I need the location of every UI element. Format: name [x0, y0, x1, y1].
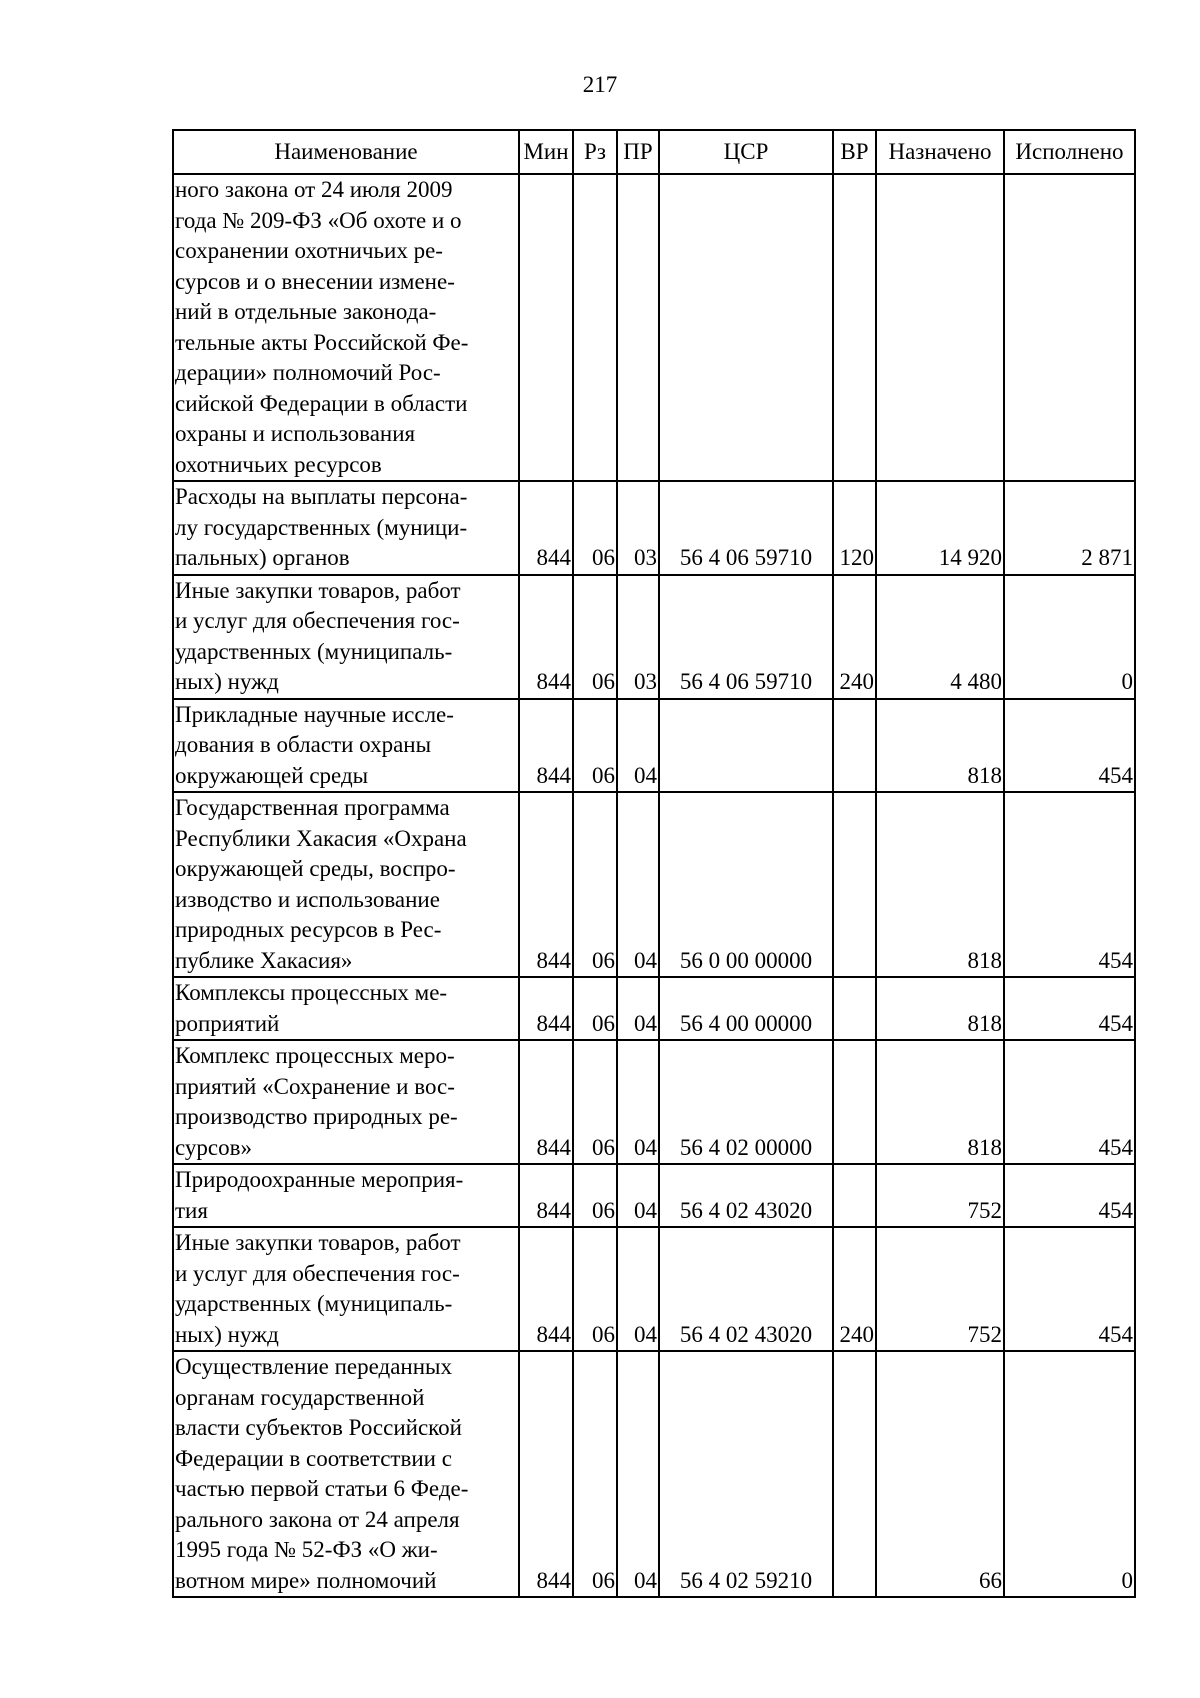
- table-row: [173, 792, 1135, 977]
- cell-pr: 03: [617, 481, 659, 575]
- cell-name: [173, 1227, 519, 1351]
- cell-rz: [573, 174, 617, 481]
- cell-executed: 454: [1004, 1227, 1135, 1351]
- cell-min: 844: [519, 481, 573, 575]
- name-line: окружающей среды: [175, 762, 369, 788]
- table-body: [173, 174, 1135, 1597]
- name-line: Расходы на выплаты персона-: [175, 484, 468, 509]
- cell-min: 844: [519, 575, 573, 699]
- cell-vr: [833, 699, 876, 793]
- header-vr: ВР: [833, 130, 876, 174]
- cell-rz: 06: [573, 1164, 617, 1227]
- cell-min: 844: [519, 792, 573, 977]
- table-row: [173, 1227, 1135, 1351]
- cell-csr: 56 4 06 59710: [659, 575, 833, 699]
- cell-rz: 06: [573, 1227, 617, 1351]
- cell-rz: 06: [573, 792, 617, 977]
- cell-pr: 04: [617, 1040, 659, 1164]
- header-planned: Назначено: [876, 130, 1004, 174]
- table-row: [173, 481, 1135, 575]
- name-line: Республики Хакасия «Охрана: [175, 825, 467, 851]
- name-line: и услуг для обеспечения гос-: [175, 608, 460, 633]
- cell-executed: 454: [1004, 1040, 1135, 1164]
- cell-vr: 240: [833, 1227, 876, 1351]
- cell-planned: 818: [876, 699, 1004, 793]
- cell-rz: 06: [573, 699, 617, 793]
- cell-planned: [876, 174, 1004, 481]
- name-line: производство природных ре-: [175, 1104, 458, 1129]
- cell-pr: 03: [617, 575, 659, 699]
- name-line: сурсов»: [175, 1134, 252, 1160]
- name-line: охотничьих ресурсов: [175, 451, 382, 477]
- cell-name: [173, 481, 519, 575]
- cell-rz: 06: [573, 1040, 617, 1164]
- name-line: Прикладные научные иссле-: [175, 701, 454, 727]
- cell-executed: 454: [1004, 792, 1135, 977]
- name-line: Комплексы процессных ме-: [175, 980, 448, 1005]
- name-line: ных) нужд: [175, 669, 279, 694]
- cell-pr: 04: [617, 1227, 659, 1351]
- cell-min: 844: [519, 1040, 573, 1164]
- cell-pr: 04: [617, 1164, 659, 1227]
- name-line: тия: [175, 1197, 208, 1223]
- name-line: приятий «Сохранение и вос-: [175, 1073, 455, 1099]
- name-line: сурсов и о внесении измене-: [175, 268, 455, 294]
- cell-csr: 56 4 02 00000: [659, 1040, 833, 1164]
- name-line: природных ресурсов в Рес-: [175, 917, 442, 942]
- name-line: охраны и использования: [175, 421, 416, 446]
- cell-name: [173, 699, 519, 793]
- cell-pr: 04: [617, 699, 659, 793]
- table-row: [173, 699, 1135, 793]
- name-line: Иные закупки товаров, работ: [175, 1230, 461, 1255]
- name-line: частью первой статьи 6 Феде-: [175, 1476, 469, 1501]
- cell-name: [173, 792, 519, 977]
- cell-executed: 454: [1004, 1164, 1135, 1227]
- name-line: сохранении охотничьих ре-: [175, 238, 443, 263]
- name-line: и услуг для обеспечения гос-: [175, 1260, 460, 1286]
- cell-executed: [1004, 174, 1135, 481]
- cell-csr: 56 4 02 43020: [659, 1164, 833, 1227]
- cell-min: 844: [519, 1227, 573, 1351]
- cell-planned: 752: [876, 1227, 1004, 1351]
- name-line: рального закона от 24 апреля: [175, 1506, 460, 1532]
- name-line: ных) нужд: [175, 1321, 279, 1347]
- table-header-row: [173, 130, 1135, 174]
- cell-rz: 06: [573, 481, 617, 575]
- name-line: изводство и использование: [175, 886, 440, 912]
- cell-rz: 06: [573, 575, 617, 699]
- name-line: ного закона от 24 июля 2009: [175, 177, 453, 202]
- name-line: 1995 года № 52-ФЗ «О жи-: [175, 1537, 438, 1562]
- cell-planned: 4 480: [876, 575, 1004, 699]
- cell-planned: 818: [876, 792, 1004, 977]
- name-line: Осуществление переданных: [175, 1354, 452, 1379]
- cell-planned: 818: [876, 977, 1004, 1040]
- cell-csr: [659, 699, 833, 793]
- cell-min: 844: [519, 1164, 573, 1227]
- cell-pr: 04: [617, 792, 659, 977]
- name-line: дерации» полномочий Рос-: [175, 360, 441, 385]
- header-rz: Рз: [573, 130, 617, 174]
- name-line: окружающей среды, воспро-: [175, 856, 456, 881]
- name-line: сийской Федерации в области: [175, 390, 468, 416]
- cell-vr: [833, 977, 876, 1040]
- cell-csr: 56 4 02 59210: [659, 1351, 833, 1597]
- cell-vr: [833, 1040, 876, 1164]
- table-row: [173, 1040, 1135, 1164]
- cell-planned: 14 920: [876, 481, 1004, 575]
- cell-min: 844: [519, 1351, 573, 1597]
- cell-name: [173, 1164, 519, 1227]
- cell-name: [173, 575, 519, 699]
- name-line: пальных) органов: [175, 545, 350, 570]
- cell-executed: 2 871: [1004, 481, 1135, 575]
- cell-min: [519, 174, 573, 481]
- cell-vr: [833, 1351, 876, 1597]
- name-line: Природоохранные мероприя-: [175, 1167, 464, 1192]
- name-line: публике Хакасия»: [175, 947, 353, 973]
- cell-executed: 454: [1004, 699, 1135, 793]
- cell-csr: 56 4 06 59710: [659, 481, 833, 575]
- name-line: Государственная программа: [175, 795, 450, 820]
- cell-pr: 04: [617, 1351, 659, 1597]
- cell-planned: 752: [876, 1164, 1004, 1227]
- table-row: [173, 174, 1135, 481]
- table-row: [173, 977, 1135, 1040]
- table-row: [173, 1351, 1135, 1597]
- cell-vr: [833, 792, 876, 977]
- cell-min: 844: [519, 977, 573, 1040]
- cell-planned: 66: [876, 1351, 1004, 1597]
- cell-executed: 0: [1004, 1351, 1135, 1597]
- header-name: Наименование: [173, 130, 519, 174]
- name-line: ударственных (муниципаль-: [175, 1291, 453, 1316]
- cell-csr: [659, 174, 833, 481]
- name-line: года № 209-ФЗ «Об охоте и о: [175, 207, 462, 233]
- cell-vr: [833, 174, 876, 481]
- name-line: Иные закупки товаров, работ: [175, 577, 461, 603]
- page-number: 217: [582, 72, 618, 97]
- cell-pr: [617, 174, 659, 481]
- header-csr: ЦСР: [659, 130, 833, 174]
- name-line: вотном мире» полномочий: [175, 1567, 437, 1593]
- cell-executed: 0: [1004, 575, 1135, 699]
- cell-min: 844: [519, 699, 573, 793]
- name-line: власти субъектов Российской: [175, 1415, 462, 1440]
- name-line: тельные акты Российской Фе-: [175, 329, 469, 355]
- cell-vr: 120: [833, 481, 876, 575]
- table-row: [173, 1164, 1135, 1227]
- cell-csr: 56 4 02 43020: [659, 1227, 833, 1351]
- cell-executed: 454: [1004, 977, 1135, 1040]
- cell-name: [173, 977, 519, 1040]
- cell-planned: 818: [876, 1040, 1004, 1164]
- name-line: Комплекс процессных меро-: [175, 1043, 455, 1068]
- name-line: дования в области охраны: [175, 732, 432, 757]
- cell-name: [173, 174, 519, 481]
- header-pr: ПР: [617, 130, 659, 174]
- table-row: [173, 575, 1135, 699]
- name-line: лу государственных (муници-: [175, 514, 468, 540]
- name-line: органам государственной: [175, 1384, 425, 1410]
- name-line: ударственных (муниципаль-: [175, 638, 453, 664]
- name-line: ний в отдельные законода-: [175, 299, 437, 324]
- cell-csr: 56 0 00 00000: [659, 792, 833, 977]
- cell-vr: 240: [833, 575, 876, 699]
- cell-rz: 06: [573, 1351, 617, 1597]
- cell-rz: 06: [573, 977, 617, 1040]
- budget-table: [172, 129, 1136, 1598]
- name-line: роприятий: [175, 1010, 280, 1036]
- cell-csr: 56 4 00 00000: [659, 977, 833, 1040]
- header-executed: Исполнено: [1004, 130, 1135, 174]
- cell-name: [173, 1351, 519, 1597]
- cell-name: [173, 1040, 519, 1164]
- name-line: Федерации в соответствии с: [175, 1445, 452, 1471]
- header-min: Мин: [519, 130, 573, 174]
- cell-pr: 04: [617, 977, 659, 1040]
- cell-vr: [833, 1164, 876, 1227]
